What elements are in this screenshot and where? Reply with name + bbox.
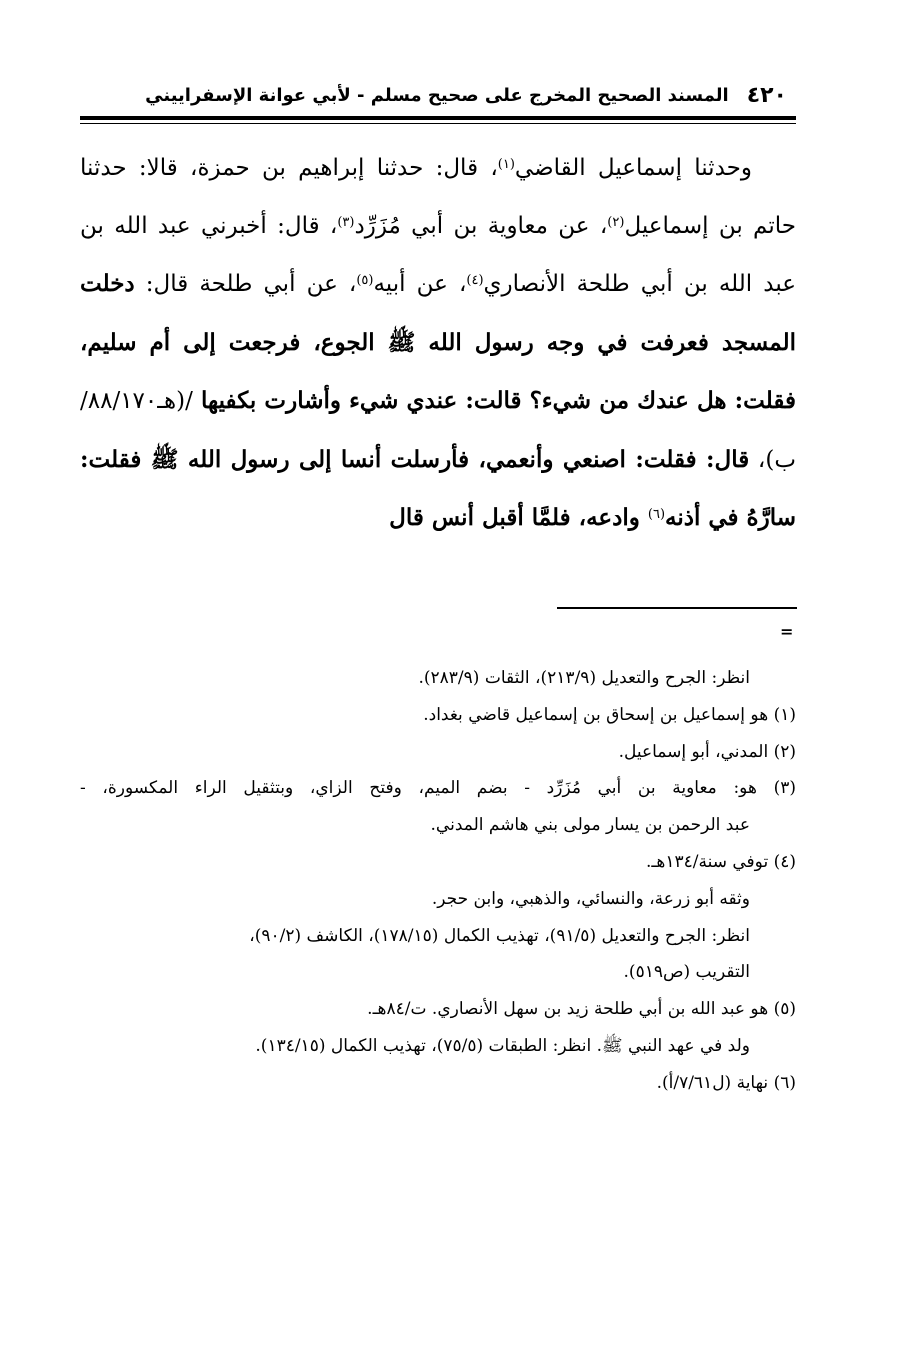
hadith-text-bold: دخلت المسجد فعرفت في وجه رسول الله ﷺ الجوع، فرجعت إلى أم سليم، فقلت: هل عندك من شيء؟ قالت: عندي شيء وأشارت بكفيها [80,270,796,414]
footnote-line: ولد في عهد النبي ﷺ. انظر: الطبقات (٧٥/٥)، تهذيب الكمال (١٣٤/١٥). [255,1035,750,1056]
hadith-text-bold: قال: فقلت: اصنعي وأنعمي، فأرسلت أنسا إلى رسول الله ﷺ فقلت: سارَّهُ في أذنه [80,445,796,531]
footnote-line: عبد الرحمن بن يسار مولى بني هاشم المدني. [430,815,750,836]
footnote-separator [557,607,797,609]
footnote-ref-1: (١) [497,156,515,172]
hadith-paragraph [80,140,796,548]
hadith-text-bold: وادعه، فلمَّا أقبل أنس قال [389,504,648,531]
footnote-ref-2: (٢) [607,214,625,230]
text-segment: وحدثنا إسماعيل القاضي [514,155,752,181]
text-segment: ، عن معاوية بن أبي مُزَرِّد [354,212,608,239]
footnote-line: (٥) هو عبد الله بن أبي طلحة زيد بن سهل الأنصاري. ت/٨٤هـ. [367,999,796,1020]
footnote-line: وثقه أبو زرعة، والنسائي، والذهبي، وابن حجر. [431,888,750,909]
footnote-ref-4: (٤) [466,272,484,288]
footnote-line: (٦) نهاية (ل٧/٦١/أ). [656,1072,796,1093]
footnote-line: (٢) المدني، أبو إسماعيل. [618,741,796,762]
footnote-continuation-mark: = [780,622,794,641]
footnote-line: (٤) توفي سنة/١٣٤هـ. [645,851,796,872]
footnote-ref-5: (٥) [356,272,374,288]
footnote-ref-6: (٦) [647,506,666,522]
header-rule-thick [80,116,796,120]
footnote-line: (٣) هو: معاوية بن أبي مُزَرِّد - بضم الميم، وفتح الزاي، وبتثقيل الراء المكسورة، - [80,778,796,799]
footnotes [80,660,796,1102]
manuscript-marker: /(هـ٨٨/١٧٠/ب)، [80,388,796,473]
footnote-line: (١) هو إسماعيل بن إسحاق بن إسماعيل قاضي بغداد. [423,704,796,725]
header-title: المسند الصحيح المخرج على صحيح مسلم - لأبي عوانة الإسفراييني [145,84,729,106]
text-segment: ، عن أبيه [373,271,467,297]
footnote-line: انظر: الجرح والتعديل (٩١/٥)، تهذيب الكمال (١٧٨/١٥)، الكاشف (٩٠/٢)، [249,925,750,946]
text-segment: ، عن أبي طلحة قال: [134,271,357,297]
running-header [135,78,787,112]
footnote-line: انظر: الجرح والتعديل (٢١٣/٩)، الثقات (٢٨٣/٩). [418,668,750,688]
text-segment: ، قال: حدثنا إبراهيم بن حمزة، قالا: حدثنا حاتم بن إسماعيل [80,155,796,239]
main-text [80,140,796,548]
page-number: ٤٢٠ [746,82,787,108]
text-segment: ، قال: أخبرني عبد الله بن عبد الله بن أبي طلحة الأنصاري [80,212,797,297]
footnote-line: التقريب (ص٥١٩). [623,962,750,983]
header-rule-thin [80,123,796,124]
footnote-ref-3: (٣) [337,214,355,230]
